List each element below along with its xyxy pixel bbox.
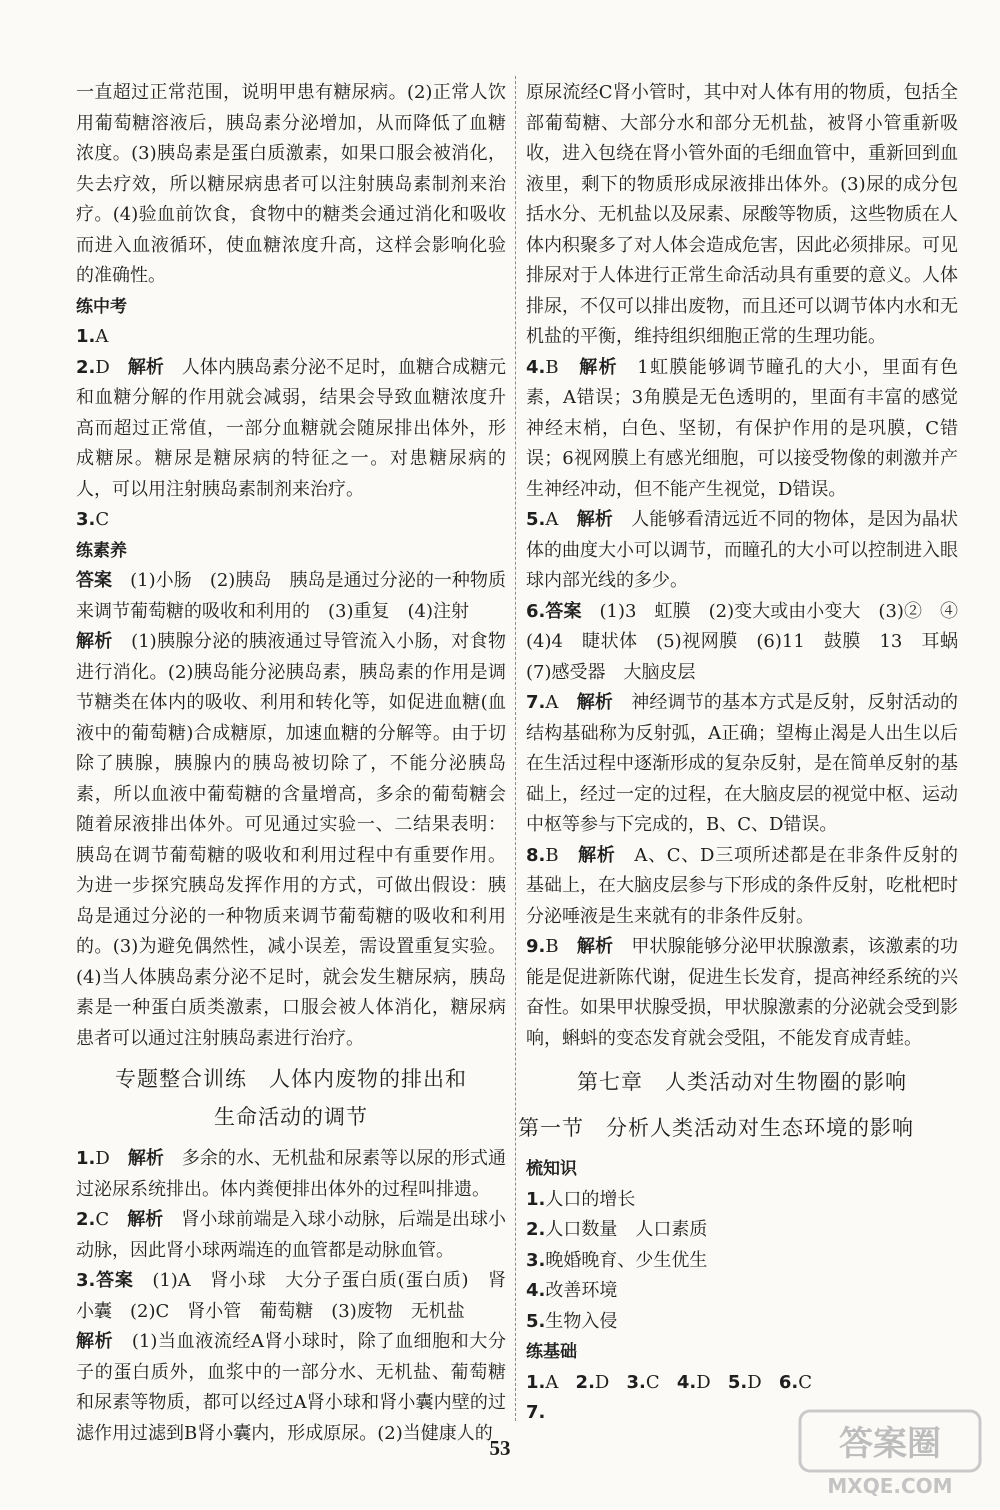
item-answer: D <box>747 1371 762 1393</box>
answer-item <box>76 505 506 536</box>
chapter-title: 第七章 人类活动对生物圈的影响 <box>577 1070 907 1094</box>
watermark-text: 答案圈 <box>839 1424 941 1464</box>
analysis-text: 1虹膜能够调节瞳孔的大小，里面有色素，A错误；3角膜是无色透明的，里面有丰富的感觉神经末梢，白色、坚韧，有保护作用的是巩膜，C错误；6视网膜上有感光细胞，可以接受物像的刺激并产生神经冲动，但不能产生视觉，D错误。 <box>526 356 959 500</box>
analysis-text: 多余的水、无机盐和尿素等以尿的形式通过泌尿系统排出。体内粪便排出体外的过程叫排遗。 <box>76 1148 507 1200</box>
answer-item <box>526 505 958 597</box>
item-answer: B <box>545 844 559 866</box>
item-answer: C <box>95 1209 110 1230</box>
knowledge-item <box>526 1307 958 1338</box>
analysis-tag: 解析 <box>127 356 164 378</box>
answer-text: (1)3 虹膜 (2)变大或由小变大 (3)② ④ (4)4 睫状体 (5)视网膜 (6)11 鼓膜 13 耳蜗 (7)感受器 大脑皮层 <box>526 600 977 683</box>
left-column <box>76 78 506 1449</box>
item-number: 1. <box>76 326 96 347</box>
heading-shuzhishi: 梳知识 <box>526 1159 577 1179</box>
item-number: 4. <box>676 1371 697 1393</box>
answer-item <box>76 1205 506 1266</box>
item-number: 6. <box>526 600 546 622</box>
answer-item <box>526 353 958 506</box>
knowledge-item <box>526 1276 958 1307</box>
answer-item <box>526 597 977 689</box>
answer-tag: 答案 <box>545 600 582 622</box>
item-answer: B <box>545 936 559 957</box>
analysis-text: (1)当血液流经A肾小球时，除了血细胞和大分子的蛋白质外，血浆中的一部分水、无机盐、葡萄糖和尿素等物质，都可以经过A肾小球和肾小囊内壁的过滤作用过滤到B肾小囊内，形成原尿。(2)当健康人的 <box>76 1331 507 1444</box>
knowledge-item <box>526 1246 958 1277</box>
item-number: 4. <box>526 356 546 378</box>
item-number: 3. <box>526 1249 546 1271</box>
watermark-logo <box>790 1405 990 1501</box>
item-number: 9. <box>526 936 546 957</box>
item-number: 1. <box>526 1371 546 1393</box>
special-title-line2: 生命活动的调节 <box>214 1105 368 1129</box>
item-number: 2. <box>76 356 96 378</box>
item-answer: A <box>95 326 109 347</box>
item-text: 改善环境 <box>545 1280 618 1301</box>
item-answer: D <box>95 1148 110 1169</box>
item-answer: A <box>545 692 559 713</box>
item-answer: D <box>95 356 110 378</box>
analysis-tag: 解析 <box>76 631 113 652</box>
analysis-text: A、C、D三项所述都是在非条件反射的基础上，在大脑皮层参与下形成的条件反射，吃枇杷时分泌唾液是生来就有的非条件反射。 <box>526 844 959 927</box>
item-text: 人口数量 人口素质 <box>545 1219 708 1240</box>
item-number: 1. <box>76 1148 96 1169</box>
item-text: 晚婚晚育、少生优生 <box>545 1249 708 1271</box>
answer-text: (1)小肠 (2)胰岛 胰岛是通过分泌的一种物质来调节葡萄糖的吸收和利用的 (3)重复 (4)注射 <box>76 570 506 622</box>
watermark-url: MXQE.COM <box>827 1474 953 1498</box>
analysis-text: 人体内胰岛素分泌不足时，血糖合成糖元和血糖分解的作用就会减弱，结果会导致血糖浓度升高而超过正常值，一部分血糖就会随尿排出体外，形成糖尿。糖尿是糖尿病的特征之一。对患糖尿病的人，可以用注射胰岛素制剂来治疗。 <box>76 356 507 500</box>
item-number: 5. <box>727 1371 748 1393</box>
answer-item <box>526 841 958 933</box>
special-training-title <box>76 1060 506 1136</box>
item-answer: D <box>594 1371 610 1393</box>
analysis-tag: 解析 <box>579 356 618 378</box>
analysis-block <box>76 1327 506 1449</box>
item-number: 5. <box>526 509 546 530</box>
answer-tag: 答案 <box>76 570 113 591</box>
answer-item <box>76 322 506 353</box>
heading-liansuyang: 练素养 <box>76 540 127 561</box>
item-text: 生物入侵 <box>545 1310 618 1332</box>
right-column <box>518 78 977 1429</box>
intro-paragraph: 一直超过正常范围，说明甲患有糖尿病。(2)正常人饮用葡萄糖溶液后，胰岛素分泌增加，从而降低了血糖浓度。(3)胰岛素是蛋白质激素，如果口服会被消化，失去疗效，所以糖尿病患者可以注射胰岛素制剂来治疗。(4)验血前饮食，食物中的糖类会通过消化和吸收而进入血液循环，使血糖浓度升高，这样会影响化验的准确性。 <box>76 82 506 286</box>
item-answer: C <box>798 1371 812 1393</box>
continued-paragraph: 原尿流经C肾小管时，其中对人体有用的物质，包括全部葡萄糖、大部分水和部分无机盐，被肾小管重新吸收，进入包绕在肾小管外面的毛细血管中，重新回到血液里，剩下的物质形成尿液排出体外。(3)尿的成分包括水分、无机盐以及尿素、尿酸等物质，这些物质在人体内积聚多了对人体会造成危害，因此必须排尿。可见排尿对于人体进行正常生命活动具有重要的意义。人体排尿，不仅可以排出废物，而且还可以调节体内水和无机盐的平衡，维持组织细胞正常的生理功能。 <box>526 82 958 347</box>
answer-block <box>76 566 506 627</box>
item-answer: A <box>545 509 559 530</box>
analysis-tag: 解析 <box>127 1148 164 1169</box>
analysis-tag: 解析 <box>76 1331 114 1352</box>
page-number: 53 <box>489 1436 511 1460</box>
item-answer: A <box>545 1371 559 1393</box>
answer-text: (1)A 肾小球 大分子蛋白质(蛋白质) 肾小囊 (2)C 肾小管 葡萄糖 (3)废物 无机盐 <box>76 1270 507 1322</box>
item-number: 3. <box>76 509 96 530</box>
item-number: 7. <box>526 1402 546 1423</box>
answer-item <box>526 688 958 841</box>
item-answer: C <box>95 509 110 530</box>
heading-lianzhongkao: 练中考 <box>76 296 127 317</box>
item-answer: D <box>696 1371 711 1393</box>
item-number: 1. <box>526 1188 546 1210</box>
section-title: 第一节 分析人类活动对生态环境的影响 <box>518 1116 914 1140</box>
knowledge-item <box>526 1215 958 1246</box>
item-number: 2. <box>575 1371 595 1393</box>
analysis-text: 神经调节的基本方式是反射，反射活动的结构基础称为反射弧，A正确；望梅止渴是人出生以后在生活过程中逐渐形成的复杂反射，是在简单反射的基础上，经过一定的过程，在大脑皮层的视觉中枢、运动中枢等参与下完成的，B、C、D错误。 <box>526 692 959 835</box>
basic-answers-line <box>526 1368 958 1399</box>
item-number: 2. <box>76 1209 96 1230</box>
heading-lianjichu: 练基础 <box>526 1342 577 1362</box>
analysis-text: (1)胰腺分泌的胰液通过导管流入小肠，对食物进行消化。(2)胰岛能分泌胰岛素，胰岛素的作用是调节糖类在体内的吸收、利用和转化等，如促进血糖(血液中的葡萄糖)合成糖原，加速血糖的分解等。由于切除了胰腺，胰腺内的胰岛被切除了，不能分泌胰岛素，所以血液中葡萄糖的含量增高，多余的葡萄糖会随着尿液排出体外。可见通过实验一、二结果表明：胰岛在调节葡萄糖的吸收和利用过程中有重要作用。为进一步探究胰岛发挥作用的方式，可做出假设：胰岛是通过分泌的一种物质来调节葡萄糖的吸收和利用的。(3)为避免偶然性，减小误差，需设置重复实验。(4)当人体胰岛素分泌不足时，就会发生糖尿病，胰岛素是一种蛋白质类激素，口服会被人体消化，糖尿病患者可以通过注射胰岛素进行治疗。 <box>76 631 507 1049</box>
special-title-line1: 专题整合训练 人体内废物的排出和 <box>115 1067 467 1091</box>
answer-item <box>76 1266 506 1327</box>
item-text: 人口的增长 <box>545 1188 636 1210</box>
column-divider <box>515 76 516 1421</box>
analysis-tag: 解析 <box>576 692 614 713</box>
analysis-block <box>76 627 506 1054</box>
item-answer: C <box>645 1371 660 1393</box>
answer-item <box>76 1144 506 1205</box>
analysis-text: 人能够看清远近不同的物体，是因为晶状体的曲度大小可以调节，而瞳孔的大小可以控制进入眼球内部光线的多少。 <box>526 509 959 591</box>
item-number: 2. <box>526 1219 546 1240</box>
item-number: 7. <box>526 692 546 713</box>
item-number: 4. <box>526 1280 546 1301</box>
answer-item <box>76 353 506 506</box>
answer-item <box>526 932 958 1054</box>
item-number: 3. <box>76 1270 96 1291</box>
item-number: 3. <box>626 1371 646 1393</box>
analysis-tag: 解析 <box>578 844 616 866</box>
answer-tag: 答案 <box>95 1270 134 1291</box>
item-number: 8. <box>526 844 546 866</box>
item-number: 5. <box>526 1310 546 1332</box>
analysis-tag: 解析 <box>576 509 614 530</box>
analysis-tag: 解析 <box>127 1209 164 1230</box>
knowledge-item <box>526 1185 958 1216</box>
item-answer: B <box>545 356 559 378</box>
analysis-tag: 解析 <box>576 936 614 957</box>
analysis-text: 甲状腺能够分泌甲状腺激素，该激素的功能是促进新陈代谢，促进生长发育，提高神经系统的兴奋性。如果甲状腺受损，甲状腺激素的分泌就会受到影响，蝌蚪的变态发育就会受阻，不能发育成青蛙。 <box>526 936 959 1049</box>
analysis-text: 肾小球前端是入球小动脉，后端是出球小动脉，因此肾小球两端连的血管都是动脉血管。 <box>76 1209 507 1261</box>
item-number: 6. <box>778 1371 799 1393</box>
